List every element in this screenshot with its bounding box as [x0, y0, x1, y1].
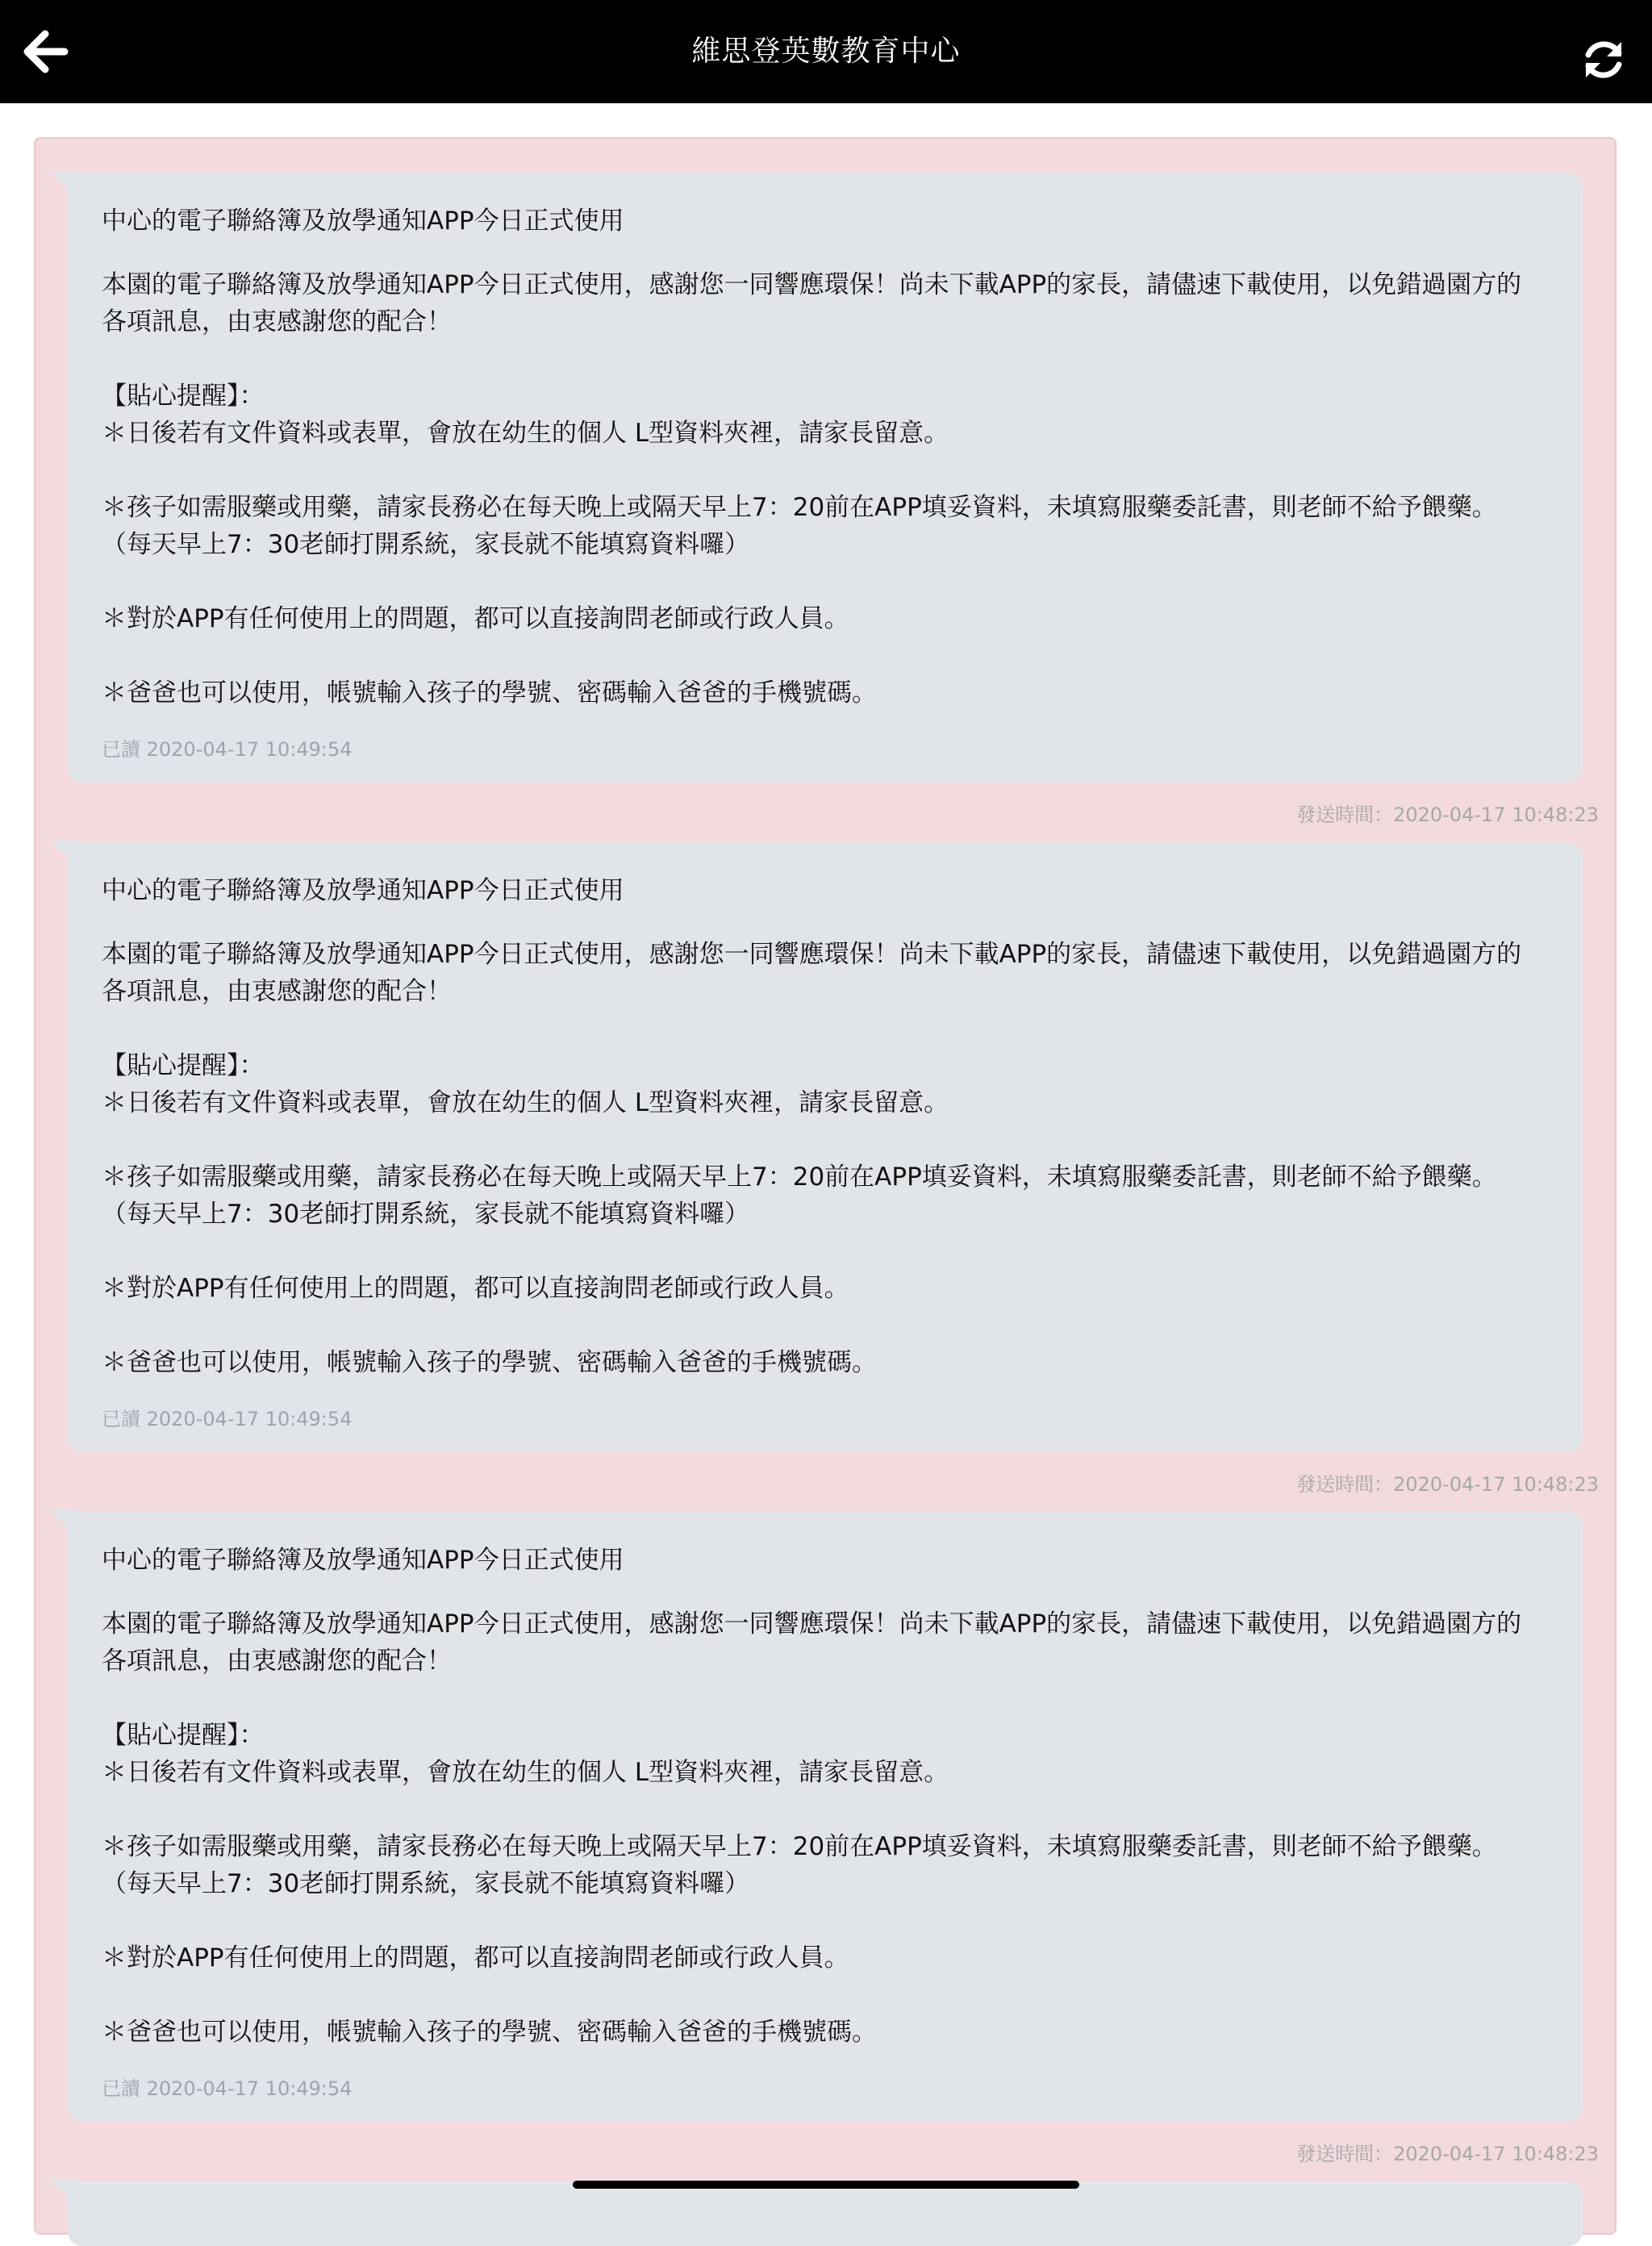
read-status: 已讀 2020-04-17 10:49:54: [102, 2077, 353, 2100]
message-body: [102, 266, 1549, 712]
message-line: ＊日後若有文件資料或表單，會放在幼生的個人 L型資料夾裡，請家長留意。: [102, 419, 949, 448]
bubble-tail: [50, 2180, 79, 2209]
message-title: 中心的電子聯絡簿及放學通知APP今日正式使用: [102, 207, 624, 236]
message-line: 【貼心提醒】：: [102, 1721, 265, 1750]
message-line: ＊日後若有文件資料或表單，會放在幼生的個人 L型資料夾裡，請家長留意。: [102, 1758, 949, 1787]
page-title: 維思登英數教育中心: [691, 35, 961, 68]
message-body: [102, 936, 1549, 1381]
app-header: [0, 0, 1652, 103]
message-line: （每天早上7：30老師打開系統，家長就不能填寫資料囉）: [102, 1200, 750, 1229]
bubble-tail: [50, 1510, 79, 1539]
bubble-tail: [50, 841, 79, 870]
line-gap: [102, 452, 1549, 489]
message-body: [102, 1605, 1549, 2051]
line-gap: [102, 1791, 1549, 1828]
message-line: ＊對於APP有任何使用上的問題，都可以直接詢問老師或行政人員。: [102, 1274, 849, 1303]
message-line: 本園的電子聯絡簿及放學通知APP今日正式使用，感謝您一同響應環保！尚未下載APP的家長，請儘速下載使用，以免錯過園方的: [102, 940, 1522, 969]
message-bubble[interactable]: [68, 1512, 1583, 2122]
line-gap: [102, 1010, 1549, 1047]
message-title: 中心的電子聯絡簿及放學通知APP今日正式使用: [102, 1546, 624, 1575]
line-gap: [102, 1680, 1549, 1717]
message-line: 本園的電子聯絡簿及放學通知APP今日正式使用，感謝您一同響應環保！尚未下載APP的家長，請儘速下載使用，以免錯過園方的: [102, 1609, 1522, 1639]
read-status: 已讀 2020-04-17 10:49:54: [102, 738, 353, 761]
message-line: ＊爸爸也可以使用，帳號輸入孩子的學號、密碼輸入爸爸的手機號碼。: [102, 678, 877, 708]
message-line: ＊日後若有文件資料或表單，會放在幼生的個人 L型資料夾裡，請家長留意。: [102, 1088, 949, 1117]
message-line: 各項訊息，由衷感謝您的配合！: [102, 1647, 452, 1676]
line-gap: [102, 1233, 1549, 1270]
line-gap: [102, 1121, 1549, 1158]
refresh-icon[interactable]: [1581, 37, 1626, 82]
message-line: （每天早上7：30老師打開系統，家長就不能填寫資料囉）: [102, 1869, 750, 1898]
message-line: 本園的電子聯絡簿及放學通知APP今日正式使用，感謝您一同響應環保！尚未下載APP的家長，請儘速下載使用，以免錯過園方的: [102, 270, 1522, 299]
sent-time: 發送時間：2020-04-17 10:48:23: [1296, 804, 1599, 826]
message-line: ＊孩子如需服藥或用藥，請家長務必在每天晚上或隔天早上7：20前在APP填妥資料，未填寫服藥委託書，則老師不給予餵藥。: [102, 1163, 1497, 1192]
message-line: 各項訊息，由衷感謝您的配合！: [102, 307, 452, 336]
line-gap: [102, 1902, 1549, 1939]
message-list[interactable]: [34, 137, 1617, 2235]
message-bubble[interactable]: [68, 842, 1583, 1452]
message-line: 【貼心提醒】：: [102, 382, 265, 411]
message-line: （每天早上7：30老師打開系統，家長就不能填寫資料囉）: [102, 530, 750, 559]
line-gap: [102, 1307, 1549, 1344]
message-line: ＊對於APP有任何使用上的問題，都可以直接詢問老師或行政人員。: [102, 604, 849, 633]
message-line: ＊對於APP有任何使用上的問題，都可以直接詢問老師或行政人員。: [102, 1943, 849, 1973]
line-gap: [102, 340, 1549, 378]
message-bubble-partial[interactable]: [68, 2181, 1583, 2246]
sent-time: 發送時間：2020-04-17 10:48:23: [1296, 2143, 1599, 2165]
message-line: 【貼心提醒】：: [102, 1051, 265, 1080]
bubble-tail: [50, 171, 79, 200]
message-line: ＊孩子如需服藥或用藥，請家長務必在每天晚上或隔天早上7：20前在APP填妥資料，未填寫服藥委託書，則老師不給予餵藥。: [102, 1832, 1497, 1861]
message-bubble[interactable]: [68, 173, 1583, 783]
line-gap: [102, 637, 1549, 674]
sent-time: 發送時間：2020-04-17 10:48:23: [1296, 1473, 1599, 1496]
home-indicator[interactable]: [573, 2181, 1079, 2189]
message-line: ＊孩子如需服藥或用藥，請家長務必在每天晚上或隔天早上7：20前在APP填妥資料，未填寫服藥委託書，則老師不給予餵藥。: [102, 493, 1497, 522]
message-title: 中心的電子聯絡簿及放學通知APP今日正式使用: [102, 876, 624, 905]
message-line: ＊爸爸也可以使用，帳號輸入孩子的學號、密碼輸入爸爸的手機號碼。: [102, 2018, 877, 2047]
message-line: ＊爸爸也可以使用，帳號輸入孩子的學號、密碼輸入爸爸的手機號碼。: [102, 1348, 877, 1377]
line-gap: [102, 563, 1549, 600]
line-gap: [102, 1977, 1549, 2014]
read-status: 已讀 2020-04-17 10:49:54: [102, 1408, 353, 1430]
message-line: 各項訊息，由衷感謝您的配合！: [102, 977, 452, 1006]
